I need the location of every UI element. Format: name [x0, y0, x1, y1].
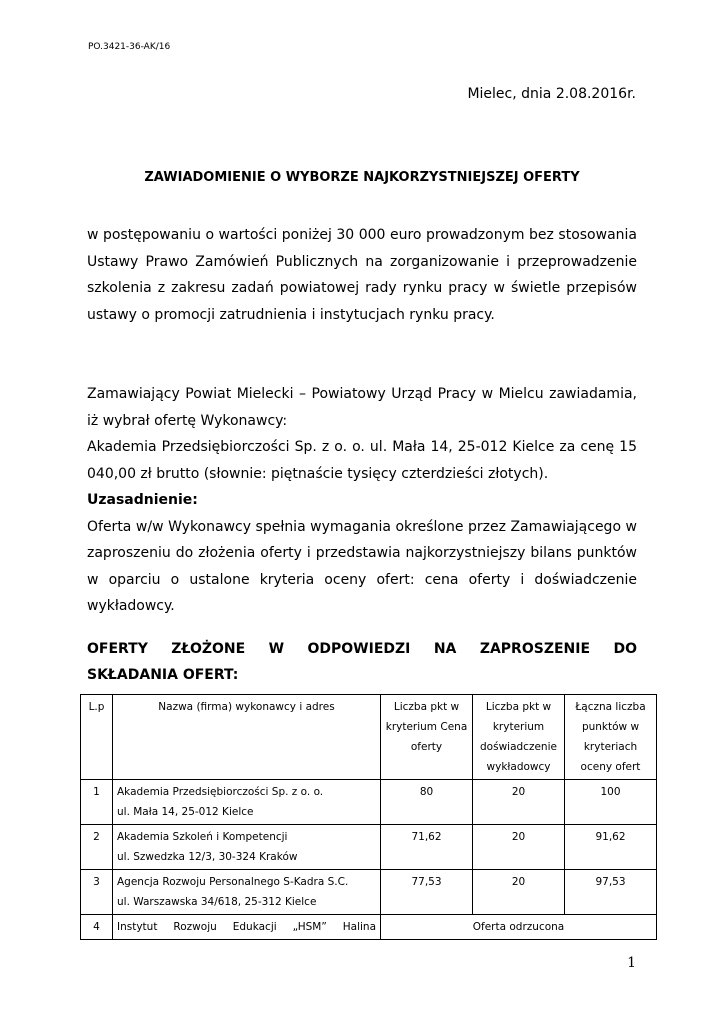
contractor-address: ul. Warszawska 34/618, 25-312 Kielce: [117, 896, 317, 908]
row-contractor: [113, 915, 381, 940]
row-experience-points: 20: [473, 825, 565, 870]
notice-section: [87, 381, 637, 620]
row-total-points: 91,62: [565, 825, 657, 870]
table-row: [81, 915, 657, 940]
document-title: ZAWIADOMIENIE O WYBORZE NAJKORZYSTNIEJSZEJ OFERTY: [144, 170, 580, 185]
row-rejected-status: Oferta odrzucona: [381, 915, 657, 940]
offers-heading-line-1: OFERTY ZŁOŻONE W ODPOWIEDZI NA ZAPROSZENIE DO: [87, 641, 637, 657]
header-lp: L.p: [81, 695, 113, 780]
table-row: [81, 870, 657, 915]
contractor-address: ul. Szwedzka 12/3, 30-324 Kraków: [117, 851, 298, 863]
row-contractor: [113, 825, 381, 870]
row-price-points: 80: [381, 780, 473, 825]
row-lp: 3: [81, 870, 113, 915]
header-experience: Liczba pkt w kryterium doświadczenie wykładowcy: [473, 695, 565, 780]
offers-heading: [87, 636, 637, 688]
contractor-address: ul. Mała 14, 25-012 Kielce: [117, 806, 254, 818]
offers-table: [80, 694, 657, 940]
contractor-name: Instytut Rozwoju Edukacji „HSM” Halina: [117, 921, 376, 933]
table-header-row: [81, 695, 657, 780]
row-lp: 4: [81, 915, 113, 940]
row-total-points: 100: [565, 780, 657, 825]
row-price-points: 71,62: [381, 825, 473, 870]
header-price: Liczba pkt w kryterium Cena oferty: [381, 695, 473, 780]
notice-line-2: Akademia Przedsiębiorczości Sp. z o. o. ul. Mała 14, 25-012 Kielce za cenę 15 040,00 zł brutto (słownie: piętnaście tysięcy czterdzieści złotych).: [87, 439, 637, 482]
contractor-name: Agencja Rozwoju Personalnego S-Kadra S.C.: [117, 876, 349, 888]
row-lp: 1: [81, 780, 113, 825]
row-price-points: 77,53: [381, 870, 473, 915]
header-total: Łączna liczba punktów w kryteriach oceny ofert: [565, 695, 657, 780]
row-lp: 2: [81, 825, 113, 870]
row-contractor: [113, 870, 381, 915]
contractor-name: Akademia Szkoleń i Kompetencji: [117, 831, 288, 843]
justification-text: Oferta w/w Wykonawcy spełnia wymagania określone przez Zamawiającego w zaproszeniu do złożenia oferty i przedstawia najkorzystniejszy bilans punktów w oparciu o ustalone kryteria oceny ofert: cena oferty i doświadczenie wykładowcy.: [87, 518, 637, 614]
justification-label: Uzasadnienie:: [87, 492, 198, 508]
row-experience-points: 20: [473, 780, 565, 825]
table-row: [81, 780, 657, 825]
intro-paragraph: w postępowaniu o wartości poniżej 30 000 euro prowadzonym bez stosowania Ustawy Prawo Zamówień Publicznych na zorganizowanie i przeprowadzenie szkolenia z zakresu zadań powiatowej rady rynku pracy w świetle przepisów ustawy o promocji zatrudnienia i instytucjach rynku pracy.: [87, 227, 637, 323]
reference-number: PO.3421-36-AK/16: [88, 42, 171, 52]
offers-heading-line-2: SKŁADANIA OFERT:: [87, 667, 239, 683]
row-contractor: [113, 780, 381, 825]
row-total-points: 97,53: [565, 870, 657, 915]
header-name: Nazwa (firma) wykonawcy i adres: [113, 695, 381, 780]
date-line: Mielec, dnia 2.08.2016r.: [467, 86, 636, 102]
row-experience-points: 20: [473, 870, 565, 915]
table-row: [81, 825, 657, 870]
page-number: 1: [627, 955, 636, 971]
contractor-name: Akademia Przedsiębiorczości Sp. z o. o.: [117, 786, 324, 798]
notice-line-1: Zamawiający Powiat Mielecki – Powiatowy Urząd Pracy w Mielcu zawiadamia, iż wybrał ofertę Wykonawcy:: [87, 386, 637, 429]
